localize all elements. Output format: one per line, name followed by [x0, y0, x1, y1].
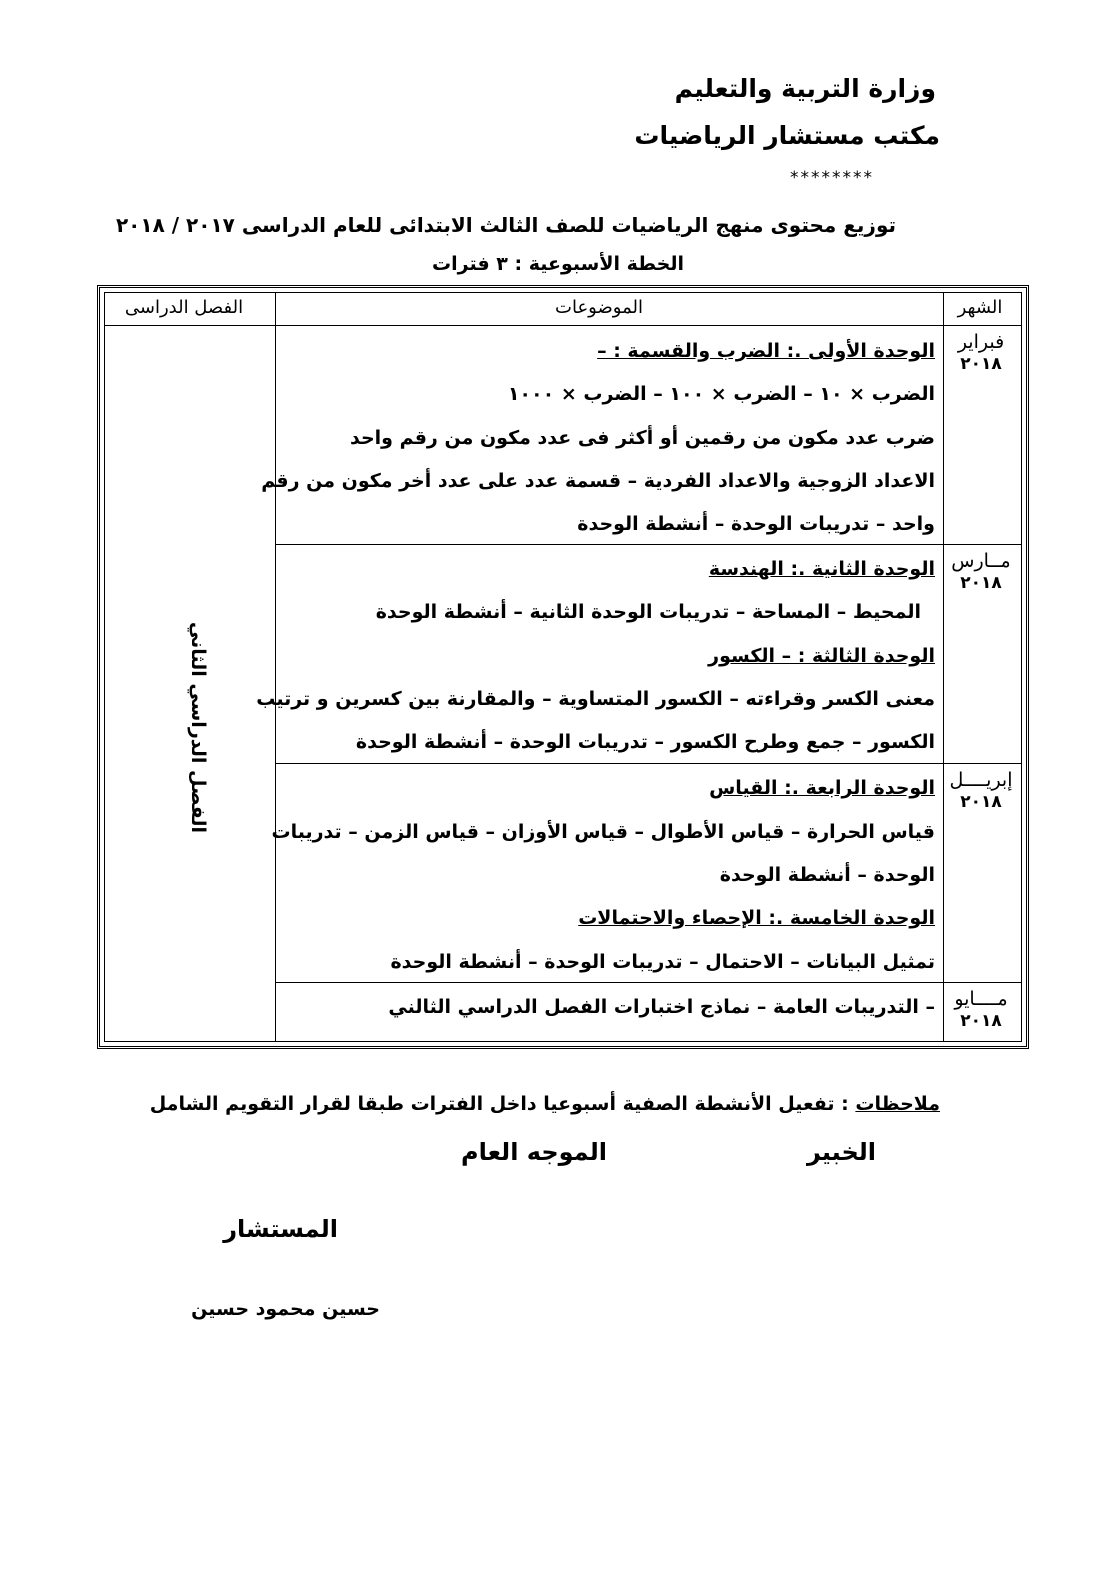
- topic-line: [708, 644, 935, 668]
- header-month: الشهر: [957, 297, 1003, 318]
- month-name: مــــايو: [954, 988, 1008, 1010]
- header-divider: [105, 325, 1021, 326]
- notes-line: [150, 1093, 940, 1115]
- signature-advisor: المستشار: [223, 1215, 338, 1243]
- month-name: إبريــــل: [949, 769, 1013, 791]
- plan-value: ٣ فترات: [432, 253, 508, 275]
- month-year: ٢٠١٨: [960, 792, 1002, 812]
- unit-heading: الوحدة الأولى .: الضرب والقسمة : –: [597, 340, 935, 362]
- topic-line: [709, 776, 935, 800]
- column-divider: [275, 293, 276, 1041]
- header-topics: الموضوعات: [555, 297, 643, 318]
- topic-line: الضرب × ١٠ – الضرب × ١٠٠ – الضرب × ١٠٠٠: [507, 383, 935, 405]
- advisor-name: حسين محمود حسين: [191, 1298, 380, 1320]
- month-cell: [943, 550, 1019, 594]
- topic-line: – التدريبات العامة – نماذج اختبارات الفصل الدراسي الثالني: [388, 996, 935, 1018]
- month-cell: [943, 988, 1019, 1032]
- topic-line: واحد – تدريبات الوحدة – أنشطة الوحدة: [577, 513, 935, 535]
- topic-line: قياس الحرارة – قياس الأطوال – قياس الأوزان – قياس الزمن – تدريبات: [271, 821, 935, 843]
- topic-line: معنى الكسر وقراءته – الكسور المتساوية – والمقارنة بين كسرين و ترتيب: [256, 688, 935, 710]
- document-title: توزيع محتوى منهج الرياضيات للصف الثالث الابتدائى للعام الدراسى ٢٠١٧ / ٢٠١٨: [115, 213, 896, 237]
- notes-separator: :: [834, 1093, 856, 1115]
- unit-heading: الوحدة الخامسة .: الإحصاء والاحتمالات: [578, 907, 935, 929]
- header-semester: الفصل الدراسى: [124, 297, 244, 318]
- notes-text: تفعيل الأنشطة الصفية أسبوعيا داخل الفترات طبقا لقرار التقويم الشامل: [149, 1093, 835, 1115]
- month-cell: [943, 331, 1019, 375]
- topic-line: تمثيل البيانات – الاحتمال – تدريبات الوحدة – أنشطة الوحدة: [390, 951, 935, 973]
- stars-separator: ********: [790, 168, 874, 188]
- ministry-name: وزارة التربية والتعليم: [674, 74, 936, 103]
- curriculum-table: [97, 285, 1029, 1049]
- semester-value: الفصل الدراسي الثاني: [187, 621, 209, 833]
- topic-line: المحيط – المساحة – تدريبات الوحدة الثانية – أنشطة الوحدة: [375, 601, 921, 623]
- row-divider: [275, 982, 1021, 983]
- weekly-plan-line: [0, 253, 1116, 275]
- plan-label: الخطة الأسبوعية :: [514, 253, 684, 275]
- month-year: ٢٠١٨: [960, 354, 1002, 374]
- topic-line: الاعداد الزوجية والاعداد الفردية – قسمة عدد على عدد أخر مكون من رقم: [261, 470, 935, 492]
- topic-line: الوحدة – أنشطة الوحدة: [719, 864, 935, 886]
- month-name: مــارس: [951, 550, 1011, 572]
- row-divider: [275, 544, 1021, 545]
- month-name: فبراير: [957, 331, 1005, 353]
- column-divider: [943, 293, 944, 1041]
- office-name: مكتب مستشار الرياضيات: [634, 121, 940, 150]
- month-cell: [943, 769, 1019, 813]
- signature-expert: الخبير: [806, 1138, 876, 1166]
- month-year: ٢٠١٨: [960, 1011, 1002, 1031]
- topic-line: [597, 339, 935, 363]
- row-divider: [275, 763, 1021, 764]
- topic-line: [578, 906, 935, 930]
- table-grid: [104, 292, 1022, 1042]
- unit-heading: الوحدة الرابعة .: القياس: [709, 777, 935, 799]
- notes-label: ملاحظات: [855, 1093, 940, 1115]
- topic-line: [709, 557, 935, 581]
- unit-heading: الوحدة الثانية .: الهندسة: [708, 558, 935, 580]
- unit-heading: الوحدة الثالثة : – الكسور: [708, 645, 935, 667]
- month-year: ٢٠١٨: [960, 573, 1002, 593]
- topic-line: ضرب عدد مكون من رقمين أو أكثر فى عدد مكون من رقم واحد: [349, 427, 935, 449]
- signature-director: الموجه العام: [461, 1138, 607, 1166]
- topic-line: الكسور – جمع وطرح الكسور – تدريبات الوحدة – أنشطة الوحدة: [355, 731, 935, 753]
